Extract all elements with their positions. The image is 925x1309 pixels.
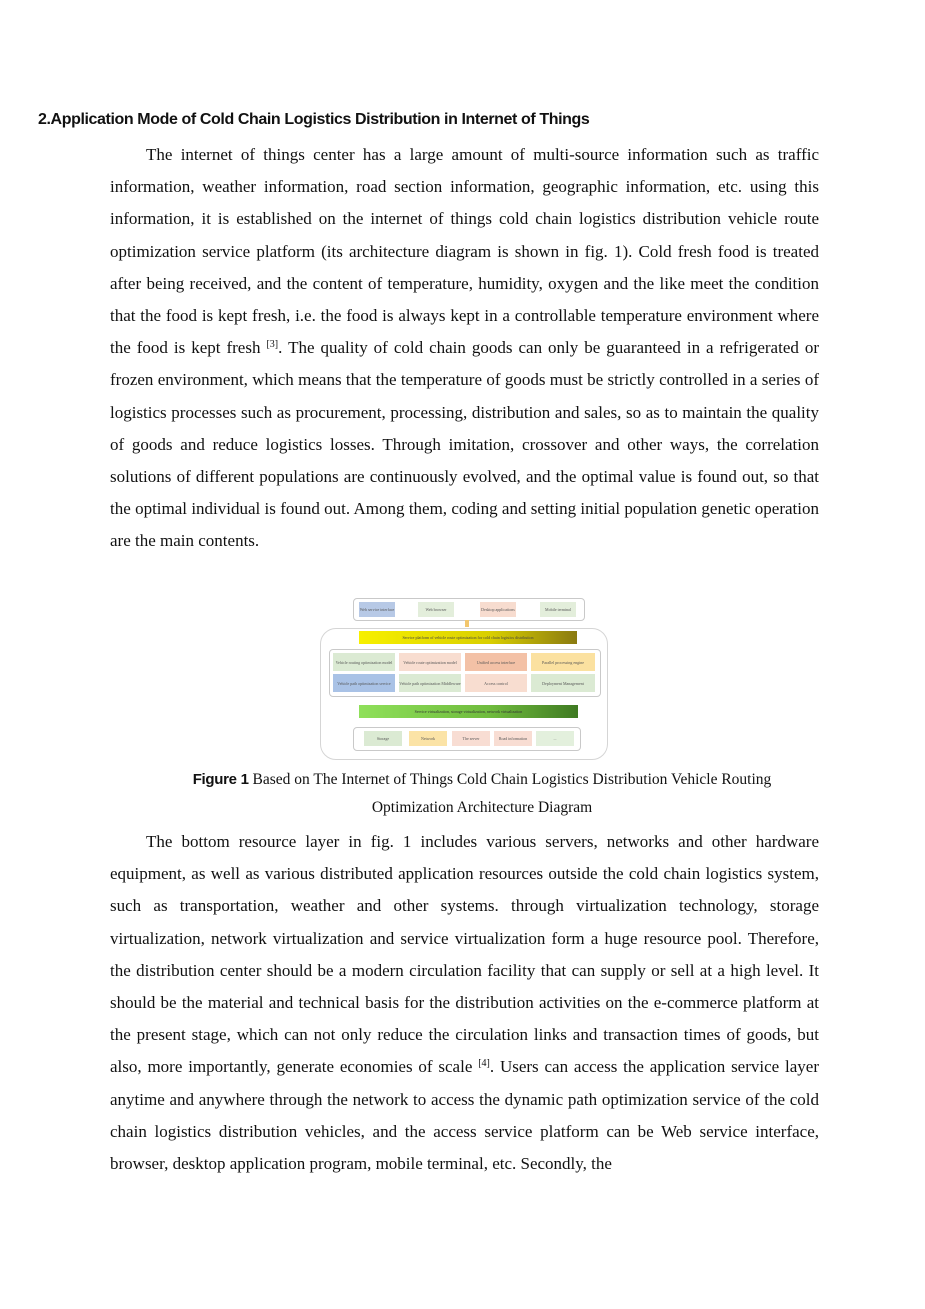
down-arrow-icon — [465, 620, 469, 627]
access-mobile-terminal: Mobile terminal — [540, 602, 576, 617]
access-layer — [353, 598, 585, 621]
access-web-service-interface: Web service interface — [359, 602, 395, 617]
resource-cell: Road information — [494, 731, 532, 746]
virtualization-bar: Service virtualization, storage virtualization, network virtualization — [359, 705, 578, 718]
citation-4: [4] — [478, 1058, 490, 1070]
citation-3: [3] — [266, 339, 279, 351]
resource-cell: Network — [409, 731, 447, 746]
paragraph-1 — [110, 139, 819, 558]
paragraph-2-text: The bottom resource layer in fig. 1 includes various servers, networks and other hardware equipment, as well as various distributed application resources outside the cold chain logistics system, such as transportation, weather and other systems. through virtualization technology, storage virtualization, network virtualization and service virtualization form a huge resource pool. Therefore, the distribution center should be a modern circulation facility that can supply or sell at a high level. It should be the material and technical basis for the distribution activities on the e-commerce platform at the present stage, which can not only reduce the circulation links and transaction times of goods, but also, more importantly, generate economies of scale — [110, 832, 819, 1077]
service-cell: Vehicle routing optimization model — [333, 653, 395, 671]
service-cell: Access control — [465, 674, 527, 692]
paragraph-1-text: The internet of things center has a large amount of multi-source information such as traffic information, weather information, road section information, geographic information, etc. using this information, it is established on the internet of things cold chain logistics distribution vehicle route optimization service platform (its architecture diagram is shown in fig. 1). Cold fresh food is treated after being received, and the content of temperature, humidity, oxygen and the like meet the condition that the food is kept fresh, i.e. the food is always kept in a controllable temperature environment where the food is kept fresh — [110, 145, 819, 358]
resource-layer — [353, 727, 581, 751]
figure-caption-text: Based on The Internet of Things Cold Chain Logistics Distribution Vehicle Routing Optimization Architecture Diagram — [248, 771, 772, 816]
section-heading: 2.Application Mode of Cold Chain Logistics Distribution in Internet of Things — [38, 111, 590, 128]
service-cell: Parallel processing engine — [531, 653, 595, 671]
paragraph-2-tail: . Users can access the application service layer anytime and anywhere through the network to access the dynamic path optimization service of the cold chain logistics distribution vehicles, and the access service platform can be Web service interface, browser, desktop application program, mobile terminal, etc. Secondly, the — [110, 1057, 820, 1174]
paragraph-1-tail: . The quality of cold chain goods can only be guaranteed in a refrigerated or frozen environment, which means that the temperature of goods must be strictly controlled in a series of logistics processes such as procurement, processing, distribution and sales, so as to maintain the quality of goods and reduce logistics losses. Through imitation, crossover and other ways, the correlation solutions of different populations are continuously evolved, and the optimal value is found out, so that the optimal individual is found out. Among them, coding and setting initial population genetic operation are the main contents. — [110, 338, 820, 551]
paragraph-2 — [110, 826, 819, 1180]
service-cell: Unified access interface — [465, 653, 527, 671]
figure-label: Figure 1 — [192, 771, 249, 788]
resource-cell: The server — [452, 731, 490, 746]
platform-bar: Service platform of vehicle route optimization for cold chain logistics distribution — [359, 631, 577, 644]
platform-container — [320, 628, 608, 760]
access-desktop-applications: Desktop applications — [480, 602, 516, 617]
figure-caption — [150, 766, 814, 822]
resource-cell: Storage — [364, 731, 402, 746]
service-cell: Vehicle path optimization service — [333, 674, 395, 692]
service-cell: Deployment Management — [531, 674, 595, 692]
service-layer — [329, 649, 601, 697]
service-cell: Vehicle path optimization Middleware — [399, 674, 461, 692]
resource-cell: ... — [536, 731, 574, 746]
access-web-browser: Web browser — [418, 602, 454, 617]
service-cell: Vehicle route optimization model — [399, 653, 461, 671]
architecture-diagram — [318, 595, 608, 760]
